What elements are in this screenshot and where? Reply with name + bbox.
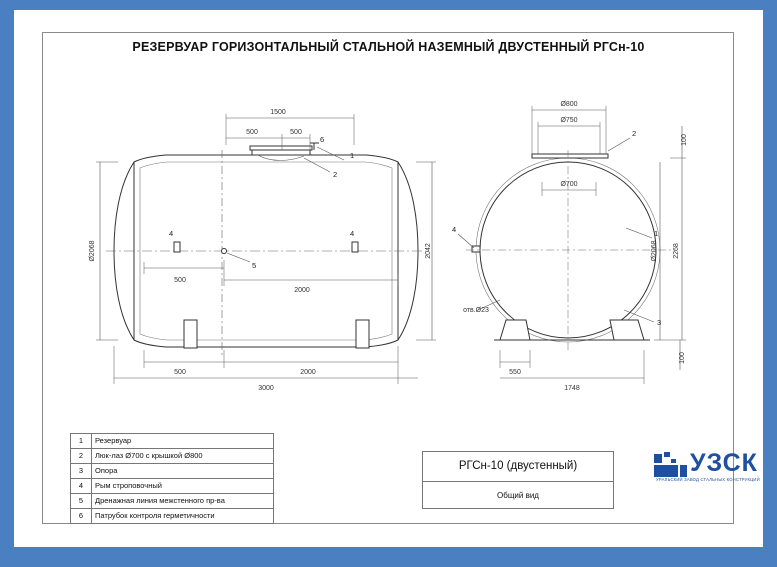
table-row [71, 509, 274, 524]
dim-bottom-left: 500 [174, 369, 186, 376]
callout-4-left: 4 [169, 229, 174, 238]
legend-text: Рым строповочный [92, 479, 274, 494]
drawing-subtitle: Общий вид [497, 491, 539, 500]
legend-text: Резервуар [92, 434, 274, 449]
table-row [71, 434, 274, 449]
dim-bottom-total: 3000 [258, 385, 274, 392]
dim-top-total: 1500 [270, 109, 286, 116]
title-block [422, 451, 614, 509]
dim-top-left: 500 [246, 129, 258, 136]
table-row [71, 479, 274, 494]
dim-hatch-inner: Ø700 [560, 181, 578, 188]
legend-number: 2 [71, 449, 92, 464]
note-hole: отв.Ø23 [463, 307, 489, 314]
dim-mid-center: 2000 [294, 287, 310, 294]
legend-number: 3 [71, 464, 92, 479]
dim-mid-left: 500 [174, 277, 186, 284]
table-row [71, 464, 274, 479]
callout-2-end: 2 [632, 129, 637, 138]
dim-height-total: 2268 [673, 243, 680, 259]
callout-4-right: 4 [350, 229, 355, 238]
legend-text: Опора [92, 464, 274, 479]
legend-text: Дренажная линия межстенного пр-ва [92, 494, 274, 509]
legend-number: 6 [71, 509, 92, 524]
product-name: РГСн-10 (двустенный) [423, 452, 613, 482]
logo-text: УЗСК [690, 449, 758, 477]
dim-top-offset: 100 [681, 134, 688, 146]
dim-top-right: 500 [290, 129, 302, 136]
legend-text: Люк-лаз Ø700 с крышкой Ø800 [92, 449, 274, 464]
dim-base-width: 1748 [564, 385, 580, 392]
legend-text: Патрубок контроля герметичности [92, 509, 274, 524]
callout-1-end: 1 [654, 229, 659, 238]
dim-base-height: 100 [679, 352, 686, 364]
callout-1-side: 1 [350, 151, 355, 160]
dim-hatch-outer: Ø800 [560, 101, 578, 108]
table-row [71, 449, 274, 464]
page-title: РЕЗЕРВУАР ГОРИЗОНТАЛЬНЫЙ СТАЛЬНОЙ НАЗЕМНЫЙ ДВУСТЕННЫЙ РГСн-10 [132, 40, 645, 54]
drawing-sheet [14, 10, 763, 547]
company-logo [654, 450, 764, 482]
logo-subtext: УРАЛЬСКИЙ ЗАВОД СТАЛЬНЫХ КОНСТРУКЦИЙ [656, 477, 760, 482]
legend-number: 5 [71, 494, 92, 509]
dim-height-right: 2042 [425, 243, 432, 259]
legend-number: 1 [71, 434, 92, 449]
dim-hatch-mid: Ø750 [560, 117, 578, 124]
dim-diameter-inner: Ø2068 [651, 240, 658, 262]
dim-bottom-center: 2000 [300, 369, 316, 376]
table-row [71, 494, 274, 509]
callout-5-side: 5 [252, 261, 257, 270]
legend-number: 4 [71, 479, 92, 494]
dim-diameter-left: Ø2068 [89, 240, 96, 262]
callout-6-side: 6 [320, 135, 325, 144]
callout-3-end: 3 [657, 318, 662, 327]
callout-4-end: 4 [452, 225, 457, 234]
callout-2-side: 2 [333, 170, 338, 179]
dim-support-width: 550 [509, 369, 521, 376]
factory-icon [654, 452, 688, 478]
legend-table [70, 433, 274, 524]
